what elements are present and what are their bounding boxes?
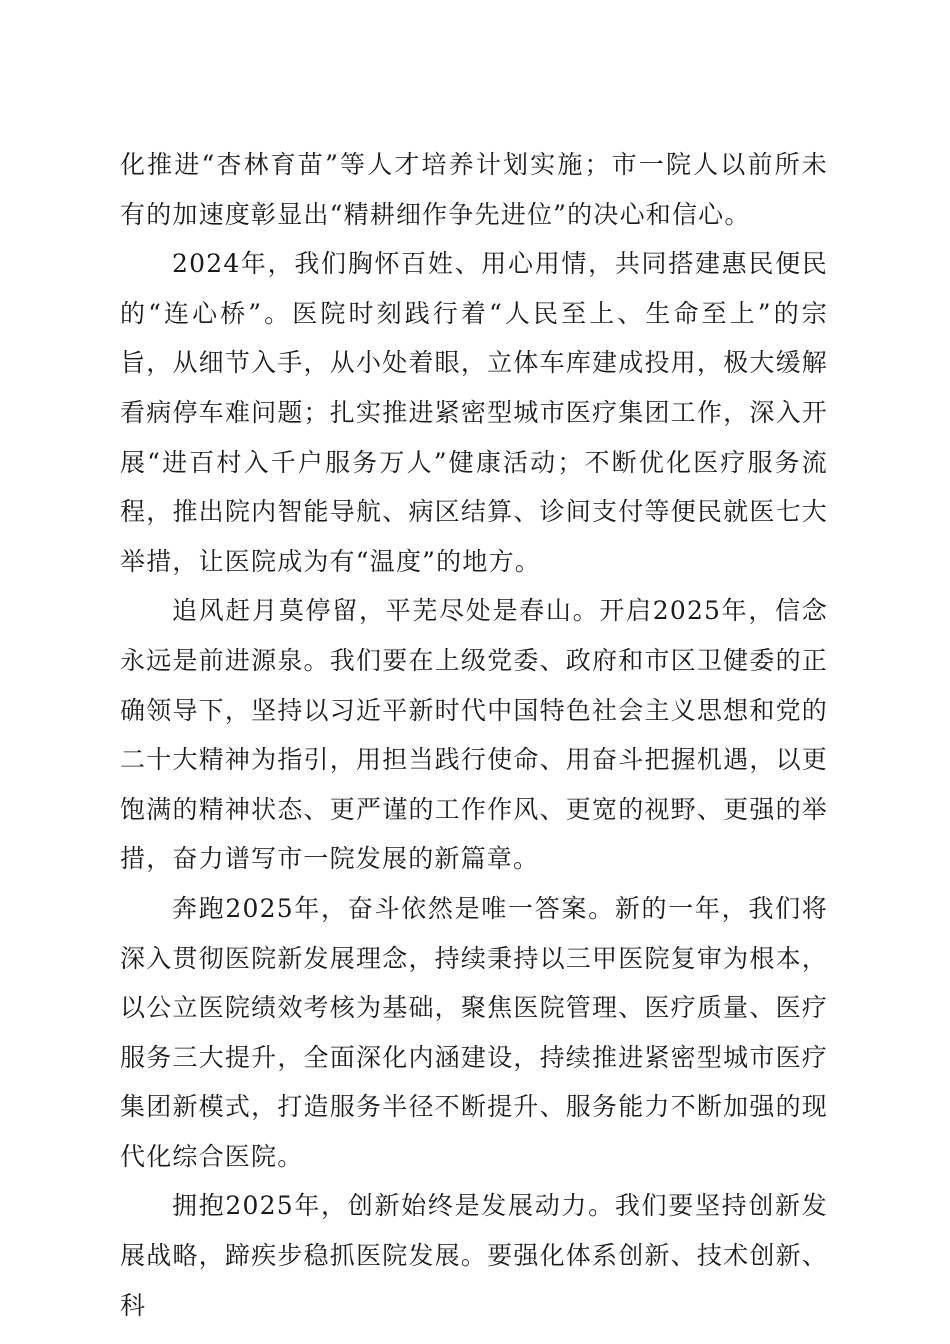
body-text <box>120 140 828 1330</box>
paragraph-2025-struggle: 奔跑2025年，奋斗依然是唯一答案。新的一年，我们将深入贯彻医院新发展理念，持续秉持以三甲医院复审为根本，以公立医院绩效考核为基础，聚焦医院管理、医疗质量、医疗服务三大提升，全面深化内涵建设，持续推进紧密型城市医疗集团新模式，打造服务半径不断提升、服务能力不断加强的现代化综合医院。 <box>120 893 828 1171</box>
paragraph-2025-outlook: 追风赶月莫停留，平芜尽处是春山。开启2025年，信念永远是前进源泉。我们要在上级党委、政府和市区卫健委的正确领导下，坚持以习近平新时代中国特色社会主义思想和党的二十大精神为指引，用担当践行使命、用奋斗把握机遇，以更饱满的精神状态、更严谨的工作作风、更宽的视野、更强的举措，奋力谱写市一院发展的新篇章。 <box>120 596 828 874</box>
paragraph-1: 化推进“杏林育苗”等人才培养计划实施；市一院人以前所未有的加速度彰显出“精耕细作争先进位”的决心和信心。 <box>120 150 828 229</box>
paragraph-2025-innovation: 拥抱2025年，创新始终是发展动力。我们要坚持创新发展战略，蹄疾步稳抓医院发展。要强化体系创新、技术创新、科 <box>120 1191 828 1320</box>
paragraph-2024-review: 2024年，我们胸怀百姓、用心用情，共同搭建惠民便民的“连心桥”。医院时刻践行着“人民至上、生命至上”的宗旨，从细节入手，从小处着眼，立体车库建成投用，极大缓解看病停车难问题；扎实推进紧密型城市医疗集团工作，深入开展“进百村入千户服务万人”健康活动；不断优化医疗服务流程，推出院内智能导航、病区结算、诊间支付等便民就医七大举措，让医院成为有“温度”的地方。 <box>120 249 828 576</box>
